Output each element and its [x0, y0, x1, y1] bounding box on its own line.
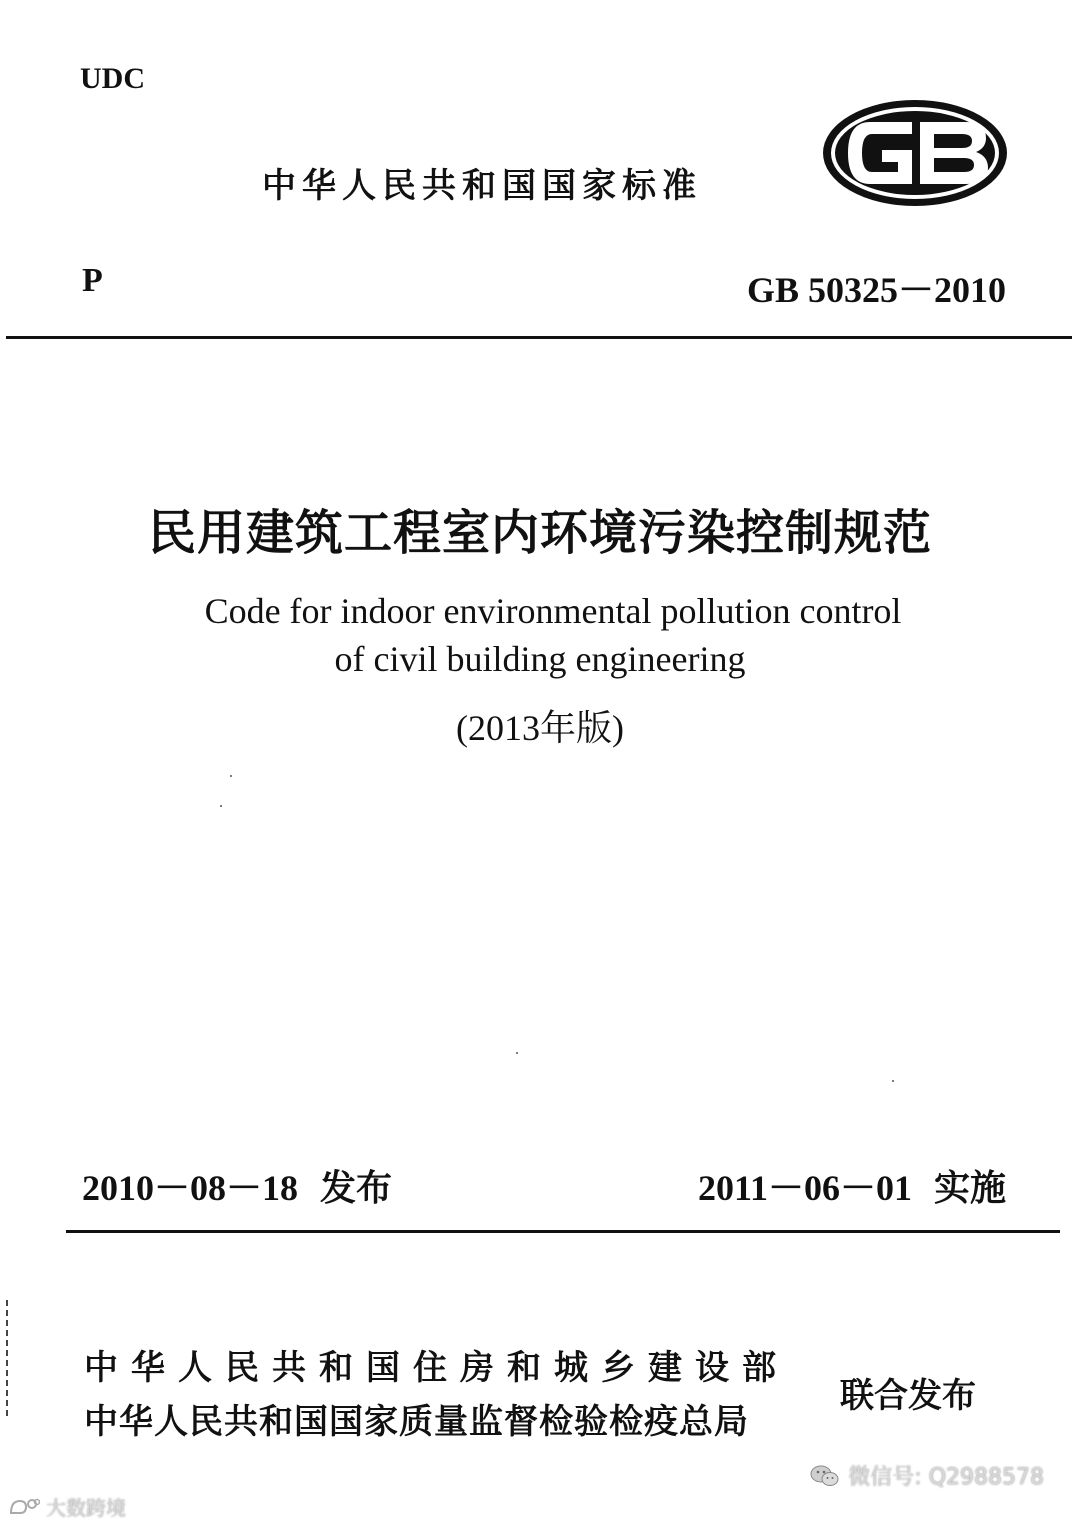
- brand-text: 大数跨境: [46, 1496, 126, 1520]
- brand-watermark: [8, 1492, 126, 1521]
- wechat-icon: [810, 1464, 840, 1488]
- publisher-line2: 中华人民共和国国家质量监督检验检疫总局: [84, 1402, 749, 1442]
- bottom-divider: [66, 1230, 1060, 1233]
- joint-publish-label: 联合发布: [840, 1376, 976, 1416]
- title-english-line2: of civil building engineering: [334, 639, 746, 679]
- top-divider: [6, 336, 1072, 339]
- scan-speck: [892, 1080, 894, 1082]
- brand-logo-icon: [8, 1496, 40, 1518]
- standard-number: GB 50325－2010: [746, 270, 1006, 310]
- scan-speck: [220, 805, 222, 807]
- category-code: P: [82, 262, 103, 299]
- release-label: 发布: [320, 1168, 393, 1209]
- release-date: 2010－08－18: [82, 1168, 299, 1208]
- title-chinese: 民用建筑工程室内环境污染控制规范: [147, 507, 932, 560]
- implementation-date: 2011－06－01: [697, 1168, 912, 1208]
- edition-label: (2013年版): [456, 708, 624, 748]
- wechat-text: 微信号: Q2988578: [848, 1465, 1044, 1490]
- publisher-line1: 中华人民共和国住房和城乡建设部: [84, 1348, 789, 1388]
- scan-edge-mark: [6, 1300, 8, 1420]
- scan-speck: [516, 1052, 518, 1054]
- wechat-watermark: [810, 1460, 1044, 1491]
- national-standard-heading: 中华人民共和国国家标准: [262, 166, 702, 206]
- release-info: [82, 1160, 392, 1211]
- gb-logo-icon: [820, 98, 1010, 208]
- implementation-label: 实施: [933, 1168, 1006, 1209]
- scan-speck: [230, 775, 232, 777]
- udc-label: UDC: [80, 62, 145, 95]
- title-english-line1: Code for indoor environmental pollution control: [204, 591, 902, 631]
- implementation-info: [698, 1160, 1006, 1211]
